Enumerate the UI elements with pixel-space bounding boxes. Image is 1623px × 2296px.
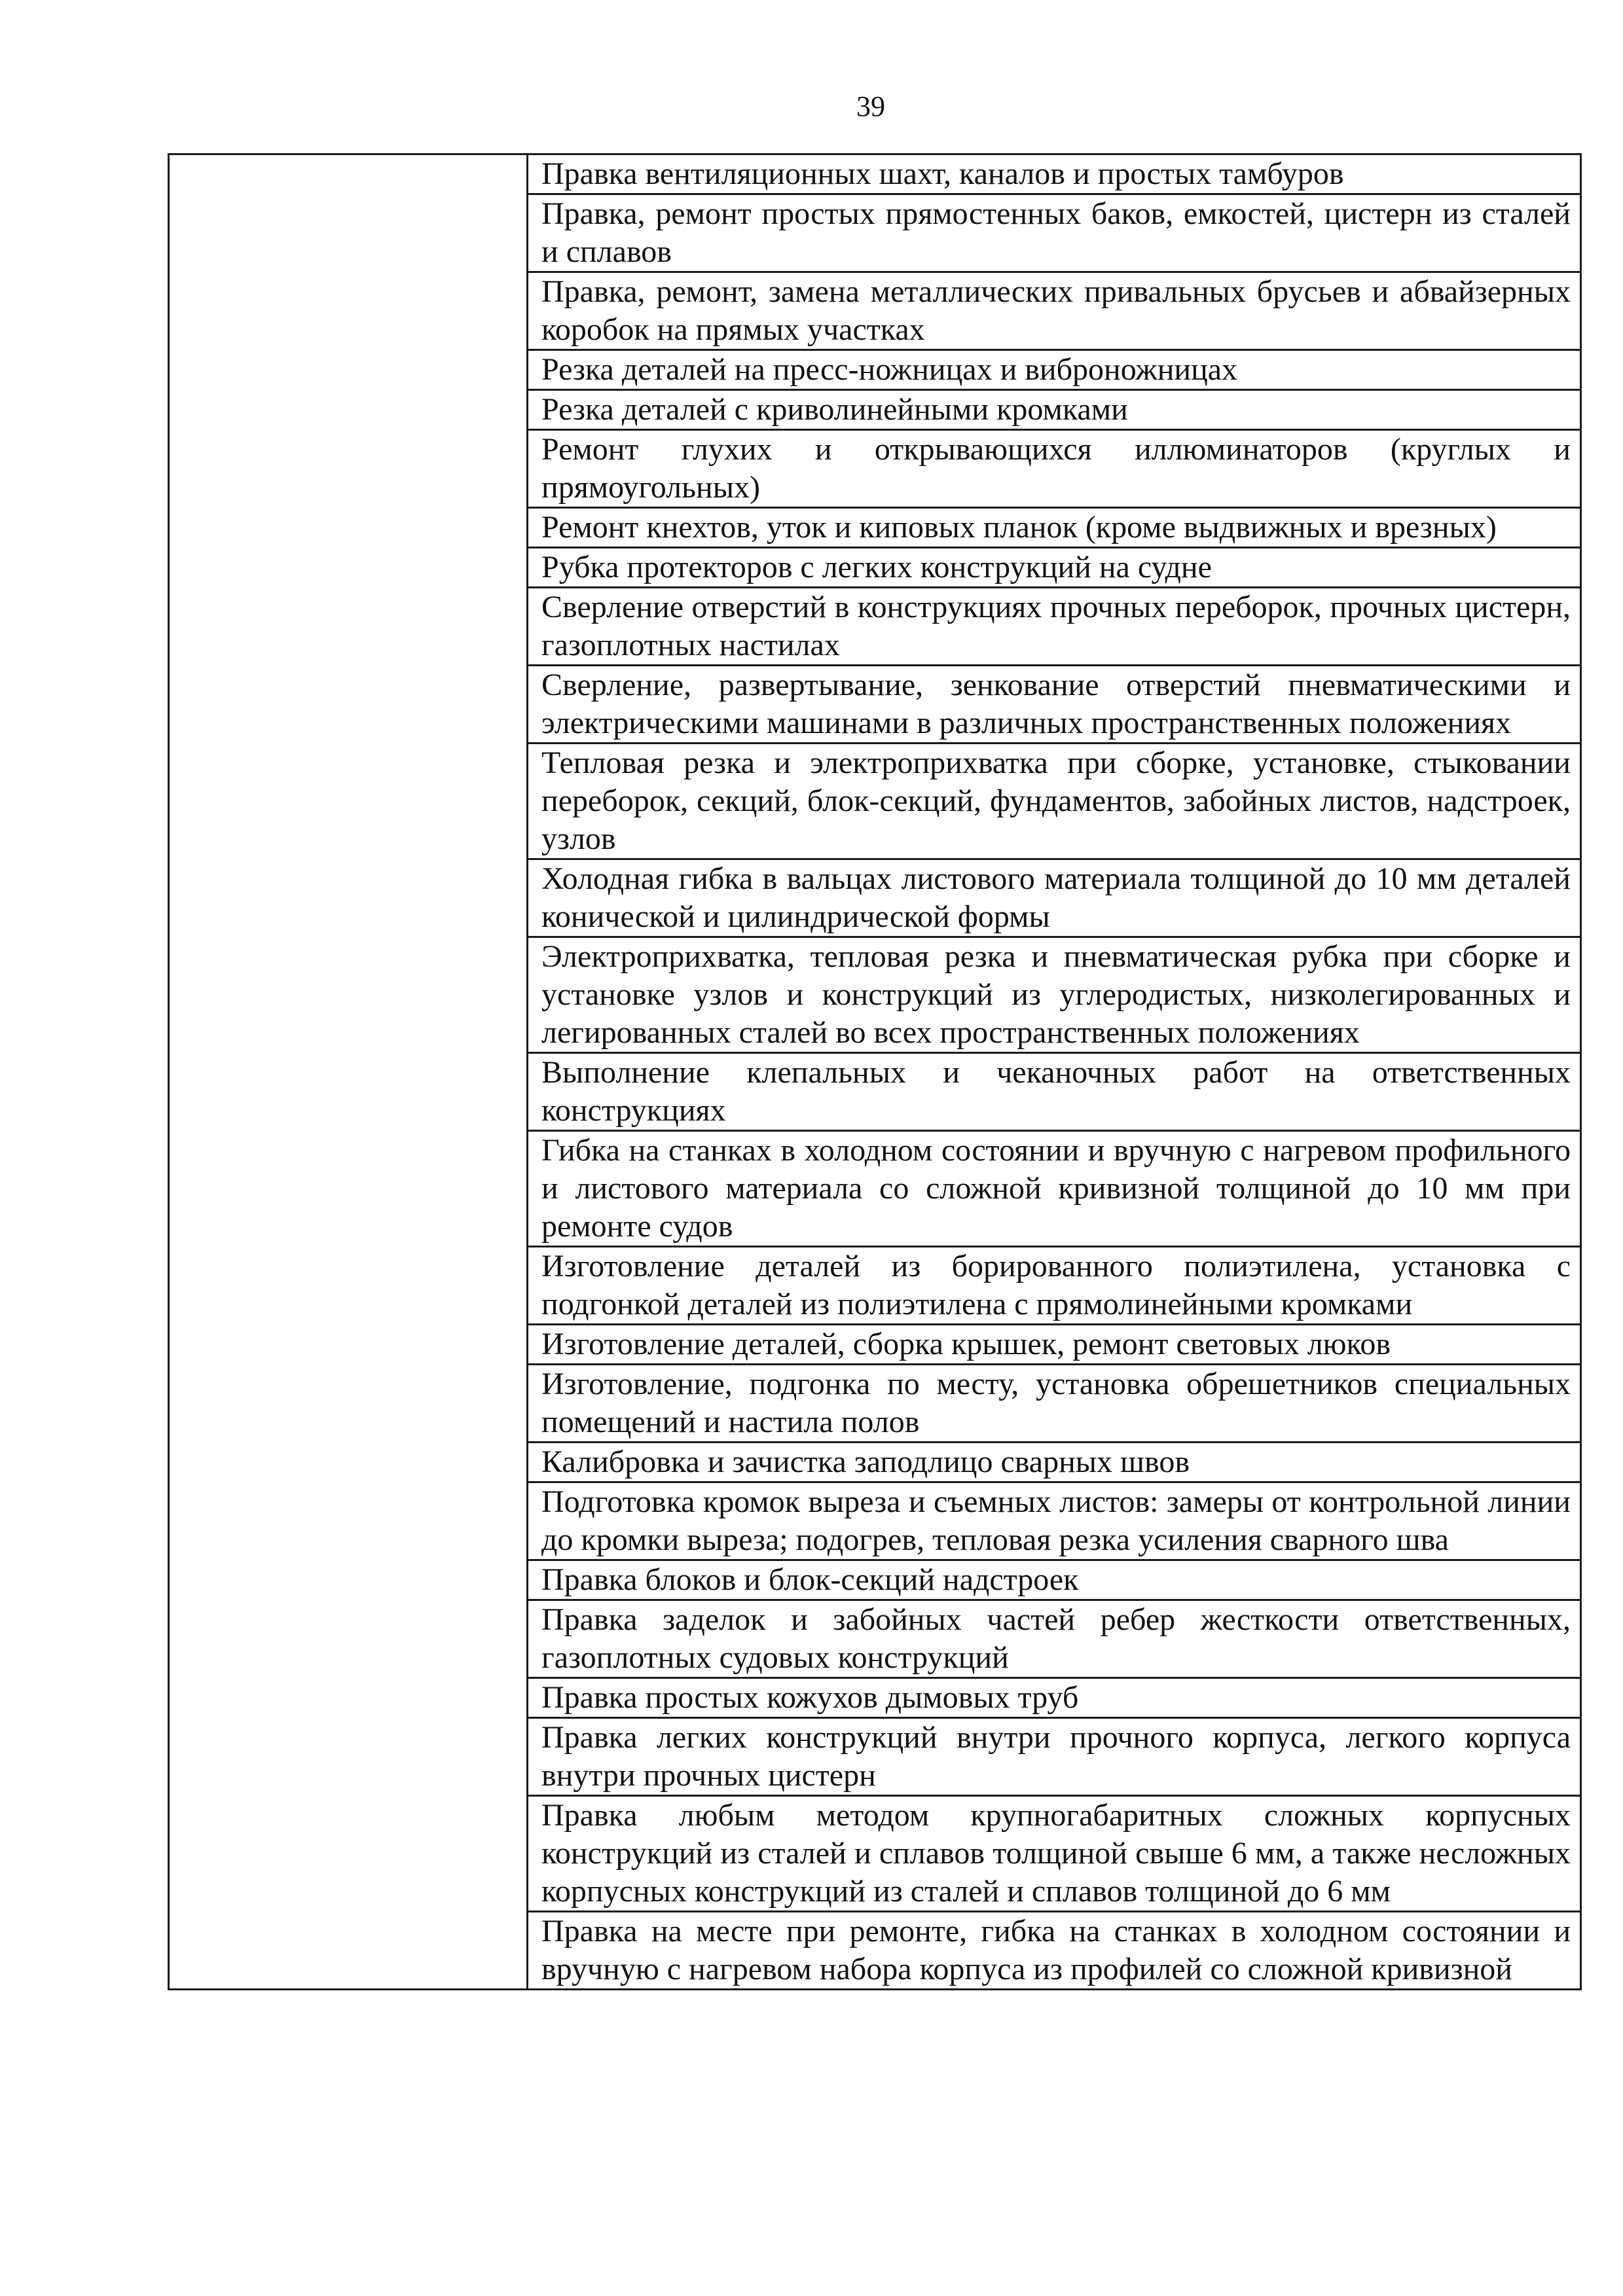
work-item-cell [528,937,1581,1053]
work-item-text: Подготовка кромок выреза и съемных листов: замеры от контрольной линии до кромки выреза; подогрев, тепловая резка усиления сварного шва [541,1484,1571,1557]
work-item-cell [528,744,1581,859]
work-item-text: Резка деталей с криволинейными кромками [541,392,1128,427]
work-types-table [168,153,1582,1990]
profession-column-cell [169,154,528,1990]
work-item-cell [528,154,1581,194]
work-item-cell [528,1912,1581,1990]
work-item-cell [528,1482,1581,1560]
work-item-text: Резка деталей на пресс-ножницах и виброножницах [541,352,1238,387]
work-item-cell [528,1678,1581,1718]
work-item-cell [528,1365,1581,1443]
work-item-cell [528,1796,1581,1912]
work-item-text: Гибка на станках в холодном состоянии и вручную с нагревом профильного и листового материала со сложной кривизной толщиной до 10 мм при ремонте судов [541,1133,1571,1244]
work-item-text: Изготовление деталей из борированного полиэтилена, установка с подгонкой деталей из полиэтилена с прямолинейными кромками [541,1249,1571,1321]
work-item-cell [528,1325,1581,1365]
work-item-cell [528,588,1581,666]
work-item-cell [528,1053,1581,1131]
work-item-cell [528,350,1581,390]
work-item-text: Правка легких конструкций внутри прочного корпуса, легкого корпуса внутри прочных цистерн [541,1720,1571,1793]
work-item-text: Рубка протекторов с легких конструкций на судне [541,550,1212,584]
work-item-cell [528,508,1581,548]
work-item-text: Правка вентиляционных шахт, каналов и простых тамбуров [541,156,1344,191]
work-item-text: Выполнение клепальных и чеканочных работ на ответственных конструкциях [541,1055,1571,1128]
work-item-cell [528,272,1581,350]
work-item-text: Изготовление, подгонка по месту, установка обрешетников специальных помещений и настила полов [541,1367,1571,1439]
work-item-text: Калибровка и зачистка заподлицо сварных швов [541,1444,1190,1479]
work-item-text: Правка любым методом крупногабаритных сложных корпусных конструкций из сталей и сплавов толщиной свыше 6 мм, а также несложных корпусных конструкций из сталей и сплавов толщиной до 6 мм [541,1798,1571,1909]
work-item-text: Холодная гибка в вальцах листового материала толщиной до 10 мм деталей конической и цилиндрической формы [541,861,1571,934]
work-item-cell [528,1247,1581,1325]
work-item-text: Тепловая резка и электроприхватка при сборке, установке, стыковании переборок, секций, блок-секций, фундаментов, забойных листов, надстроек, узлов [541,745,1571,856]
work-item-text: Правка на месте при ремонте, гибка на станках в холодном состоянии и вручную с нагревом набора корпуса из профилей со сложной кривизной [541,1914,1571,1986]
work-item-text: Изготовление деталей, сборка крышек, ремонт световых люков [541,1327,1391,1361]
work-item-cell [528,1443,1581,1482]
work-item-text: Правка заделок и забойных частей ребер жесткости ответственных, газоплотных судовых конструкций [541,1602,1571,1675]
work-item-cell [528,430,1581,508]
work-item-cell [528,390,1581,430]
work-item-text: Сверление отверстий в конструкциях прочных переборок, прочных цистерн, газоплотных настилах [541,590,1571,662]
page-number: 39 [856,90,885,122]
table-row [169,154,1581,194]
work-item-text: Ремонт глухих и открывающихся иллюминаторов (круглых и прямоугольных) [541,432,1571,505]
work-item-text: Правка, ремонт, замена металлических привальных брусьев и абвайзерных коробок на прямых участках [541,274,1571,347]
work-item-cell [528,1560,1581,1600]
work-item-cell [528,194,1581,272]
work-item-cell [528,1600,1581,1678]
work-item-cell [528,548,1581,588]
work-item-cell [528,859,1581,937]
work-item-text: Правка блоков и блок-секций надстроек [541,1562,1079,1597]
work-item-text: Электроприхватка, тепловая резка и пневматическая рубка при сборке и установке узлов и конструкций из углеродистых, низколегированных и легированных сталей во всех пространственных положениях [541,939,1571,1050]
work-item-text: Правка, ремонт простых прямостенных баков, емкостей, цистерн из сталей и сплавов [541,196,1571,269]
work-item-cell [528,1131,1581,1247]
work-item-text: Правка простых кожухов дымовых труб [541,1680,1079,1715]
work-item-text: Ремонт кнехтов, уток и киповых планок (кроме выдвижных и врезных) [541,510,1497,545]
work-item-cell [528,1718,1581,1796]
work-item-text: Сверление, развертывание, зенкование отверстий пневматическими и электрическими машинами в различных пространственных положениях [541,668,1571,740]
work-item-cell [528,666,1581,744]
